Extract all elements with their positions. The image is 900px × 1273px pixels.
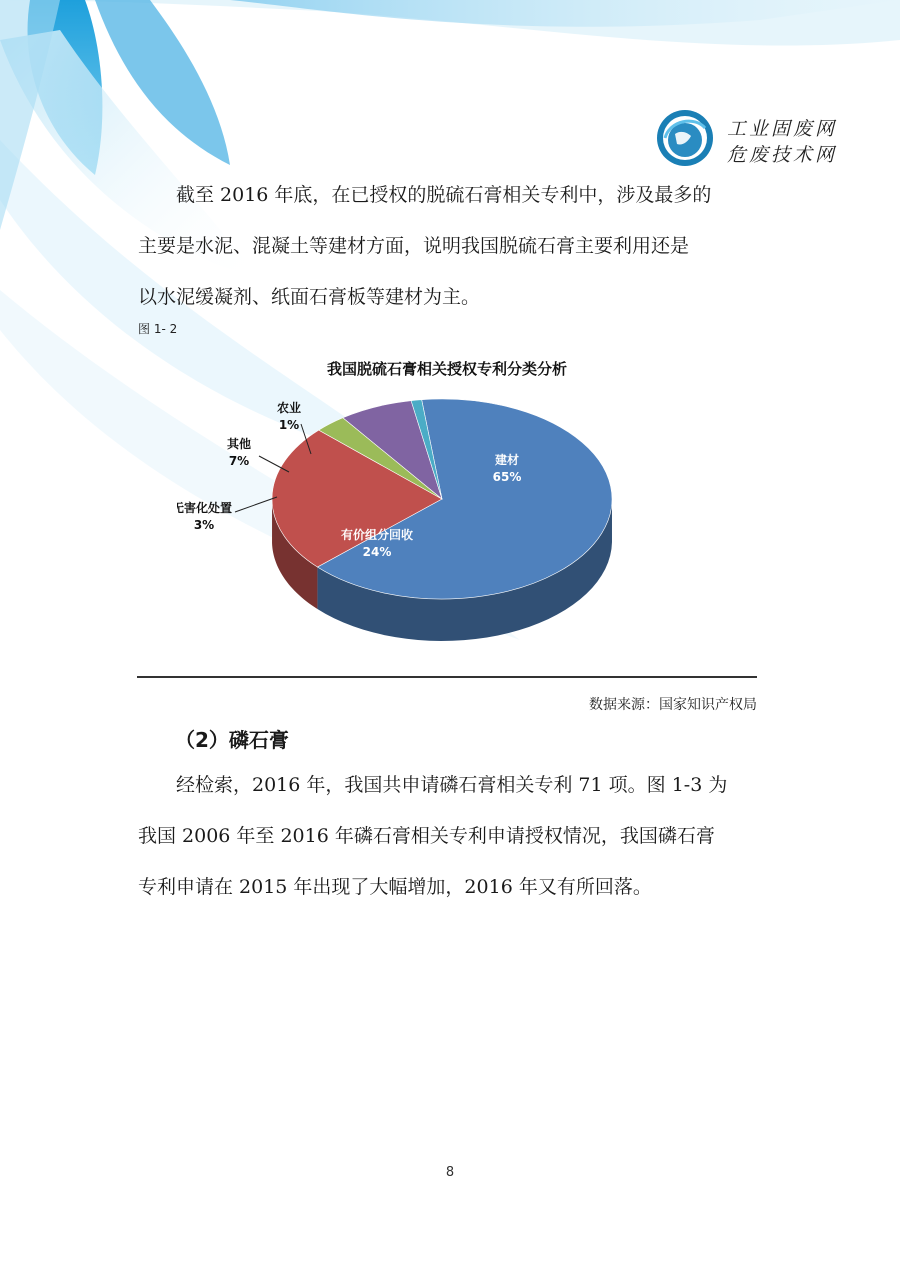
slice-value-label: 1% bbox=[278, 418, 300, 432]
chart-title: 我国脱硫石膏相关授权专利分类分析 bbox=[326, 360, 568, 378]
slice-value-label: 3% bbox=[193, 518, 215, 532]
pie-chart bbox=[177, 344, 717, 654]
second-paragraph bbox=[138, 760, 763, 913]
intro-paragraph bbox=[138, 170, 763, 323]
slice-value-label: 24% bbox=[362, 545, 392, 559]
figure-label: 图 1- 2 bbox=[138, 322, 178, 336]
section-heading: （2）磷石膏 bbox=[175, 728, 289, 752]
pie-top-group bbox=[272, 399, 612, 599]
paragraph-line: 经检索，2016 年，我国共申请磷石膏相关专利 71 项。图 1-3 为 bbox=[176, 774, 728, 796]
slice-value-label: 65% bbox=[492, 470, 522, 484]
slice-label: 无害化处置 bbox=[177, 501, 232, 515]
leader-line bbox=[235, 497, 277, 512]
slice-label: 有价组分回收 bbox=[340, 528, 414, 542]
pie-chart-svg bbox=[177, 344, 717, 654]
paragraph-line: 以水泥缓凝剂、纸面石膏板等建材为主。 bbox=[138, 286, 481, 308]
logo-text-line2: 危废技术网 bbox=[727, 144, 838, 166]
paragraph-line: 我国 2006 年至 2016 年磷石膏相关专利申请授权情况，我国磷石膏 bbox=[138, 825, 715, 847]
slice-label: 其他 bbox=[226, 437, 252, 451]
slice-label: 农业 bbox=[276, 401, 302, 415]
page-number: 8 bbox=[445, 1165, 455, 1180]
slice-label: 建材 bbox=[494, 453, 520, 467]
site-logo bbox=[655, 108, 838, 172]
logo-text-line1: 工业固废网 bbox=[727, 118, 838, 140]
paragraph-line: 截至 2016 年底，在已授权的脱硫石膏相关专利中，涉及最多的 bbox=[176, 184, 712, 206]
divider-line bbox=[137, 676, 757, 678]
paragraph-line: 主要是水泥、混凝土等建材方面，说明我国脱硫石膏主要利用还是 bbox=[138, 235, 690, 257]
paragraph-line: 专利申请在 2015 年出现了大幅增加，2016 年又有所回落。 bbox=[138, 876, 652, 898]
slice-value-label: 7% bbox=[228, 454, 250, 468]
globe-icon bbox=[655, 108, 715, 168]
data-source: 数据来源：国家知识产权局 bbox=[589, 697, 757, 713]
